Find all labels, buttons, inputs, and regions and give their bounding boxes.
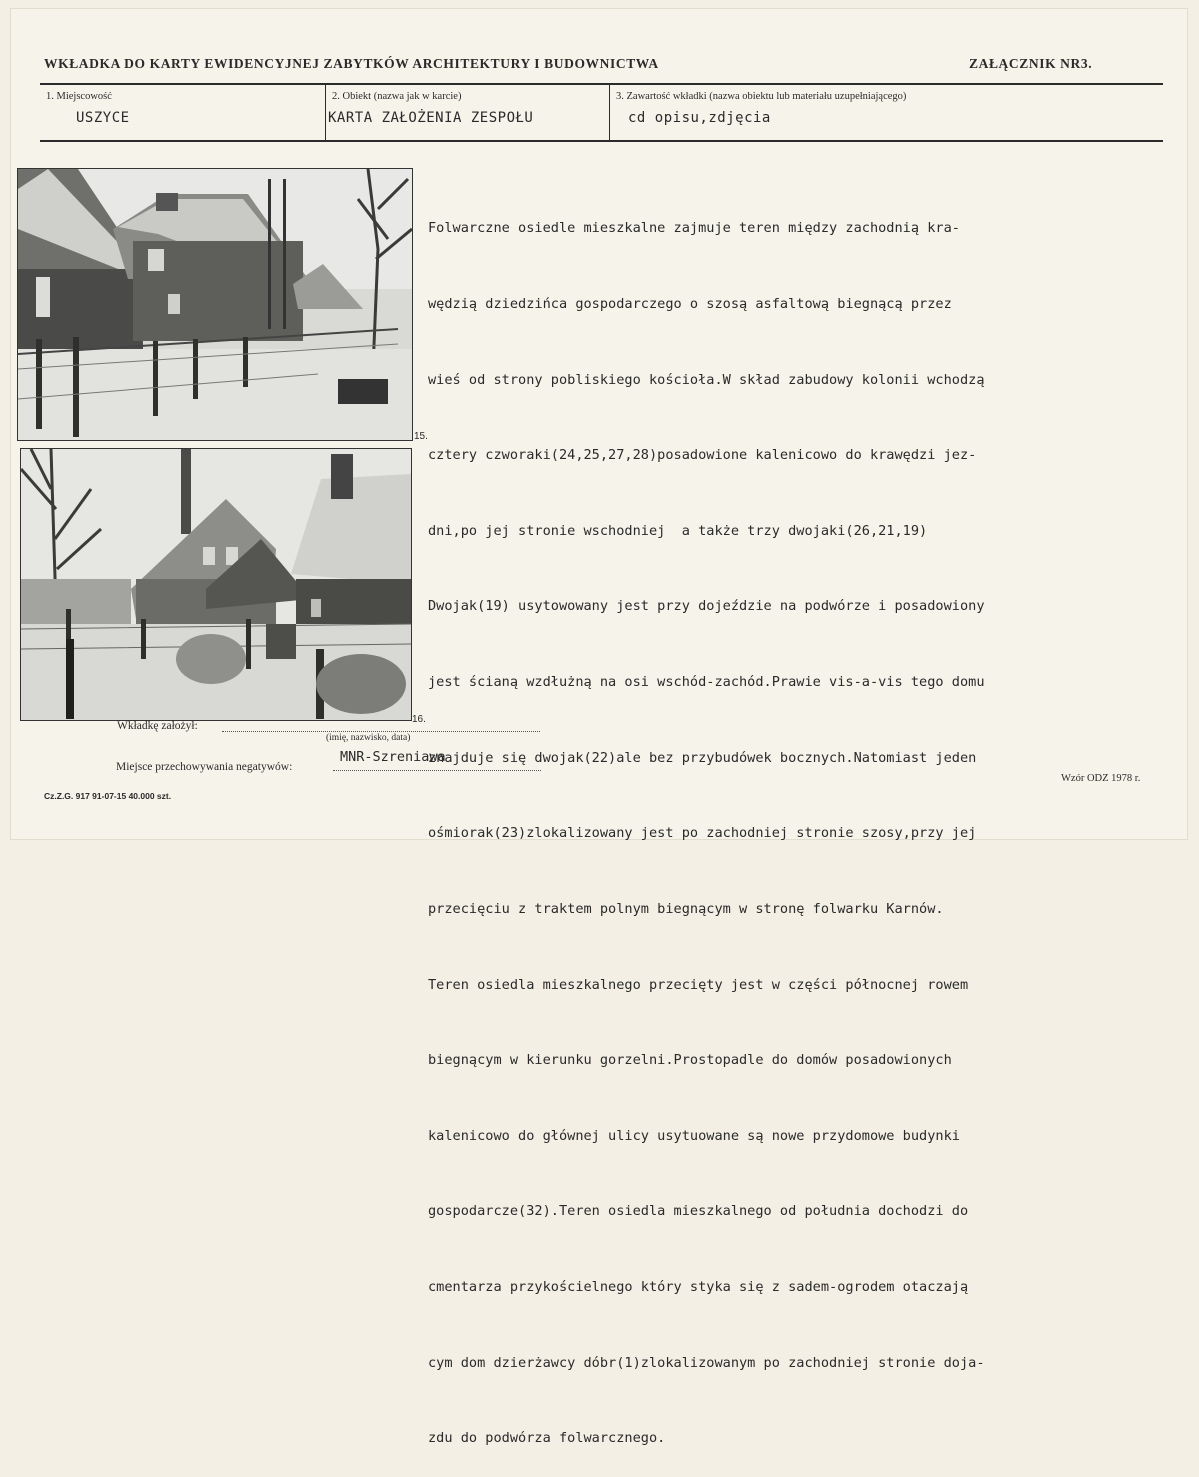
description-line: cmentarza przykościelnego który styka się z sadem-ogrodem otaczają: [428, 1278, 969, 1295]
description-text: [428, 166, 1148, 1477]
prepared-by-line: [222, 731, 540, 732]
contents-label: 3. Zawartość wkładki (nazwa obiektu lub materiału uzupełniającego): [616, 91, 907, 102]
photo-village-houses: [20, 448, 412, 721]
form-model: Wzór ODZ 1978 r.: [1061, 773, 1141, 784]
print-code: Cz.Z.G. 917 91-07-15 40.000 szt.: [44, 791, 172, 801]
description-line: zdu do podwórza folwarcznego.: [428, 1430, 666, 1447]
photo-houses-street: [17, 168, 413, 441]
card-title: WKŁADKA DO KARTY EWIDENCYJNEJ ZABYTKÓW ARCHITEKTURY I BUDOWNICTWA: [44, 56, 659, 71]
description-line: Folwarczne osiedle mieszkalne zajmuje teren między zachodnią kra-: [428, 220, 960, 237]
description-line: biegnącym w kierunku gorzelni.Prostopadle do domów posadowionych: [428, 1052, 952, 1069]
photo-houses-street-image: [18, 169, 412, 440]
description-line: dni,po jej stronie wschodniej a także trzy dwojaki(26,21,19): [428, 522, 928, 539]
field-separator: [609, 85, 610, 140]
negatives-line: [333, 770, 541, 771]
object-value: KARTA ZAŁOŻENIA ZESPOŁU: [328, 110, 534, 126]
description-line: cztery czworaki(24,25,27,28)posadowione kalenicowo do krawędzi jez-: [428, 447, 977, 464]
description-line: Dwojak(19) usytowowany jest przy dojeździe na podwórze i posadowiony: [428, 598, 985, 615]
description-line: przecięciu z traktem polnym biegnącym w stronę folwarku Karnów.: [428, 900, 944, 917]
photo-number: 16.: [412, 714, 426, 725]
negatives-value: MNR-Szreniawa: [340, 749, 446, 765]
description-line: cym dom dzierżawcy dóbr(1)zlokalizowanym po zachodniej stronie doja-: [428, 1354, 985, 1371]
description-line: gospodarcze(32).Teren osiedla mieszkalnego od południa dochodzi do: [428, 1203, 969, 1220]
description-line: Teren osiedla mieszkalnego przecięty jest w części północnej rowem: [428, 976, 969, 993]
annex-number: ZAŁĄCZNIK NR3.: [969, 56, 1093, 71]
field-separator: [325, 85, 326, 140]
description-line: wieś od strony pobliskiego kościoła.W skład zabudowy kolonii wchodzą: [428, 371, 985, 388]
top-rule: [40, 83, 1163, 85]
object-label: 2. Obiekt (nazwa jak w karcie): [332, 91, 462, 102]
description-line: znajduje się dwojak(22)ale bez przybudówek bocznych.Natomiast jeden: [428, 749, 977, 766]
description-line: kalenicowo do głównej ulicy usytuowane są nowe przydomowe budynki: [428, 1127, 960, 1144]
photo-village-houses-image: [21, 449, 411, 720]
header-bottom-rule: [40, 140, 1163, 142]
description-line: ośmiorak(23)zlokalizowany jest po zachodniej stronie szosy,przy jej: [428, 825, 977, 842]
prepared-by-hint: (imię, nazwisko, data): [326, 733, 411, 743]
negatives-label: Miejsce przechowywania negatywów:: [116, 761, 293, 773]
prepared-by-label: Wkładkę założył:: [117, 720, 198, 732]
description-line: wędzią dziedzińca gospodarczego o szosą asfaltową biegnącą przez: [428, 296, 952, 313]
locality-value: USZYCE: [76, 110, 130, 126]
description-line: jest ścianą wzdłużną na osi wschód-zachód.Prawie vis-a-vis tego domu: [428, 674, 985, 691]
contents-value: cd opisu,zdjęcia: [628, 110, 771, 126]
photo-number: 15.: [414, 431, 428, 442]
locality-label: 1. Miejscowość: [46, 91, 112, 102]
